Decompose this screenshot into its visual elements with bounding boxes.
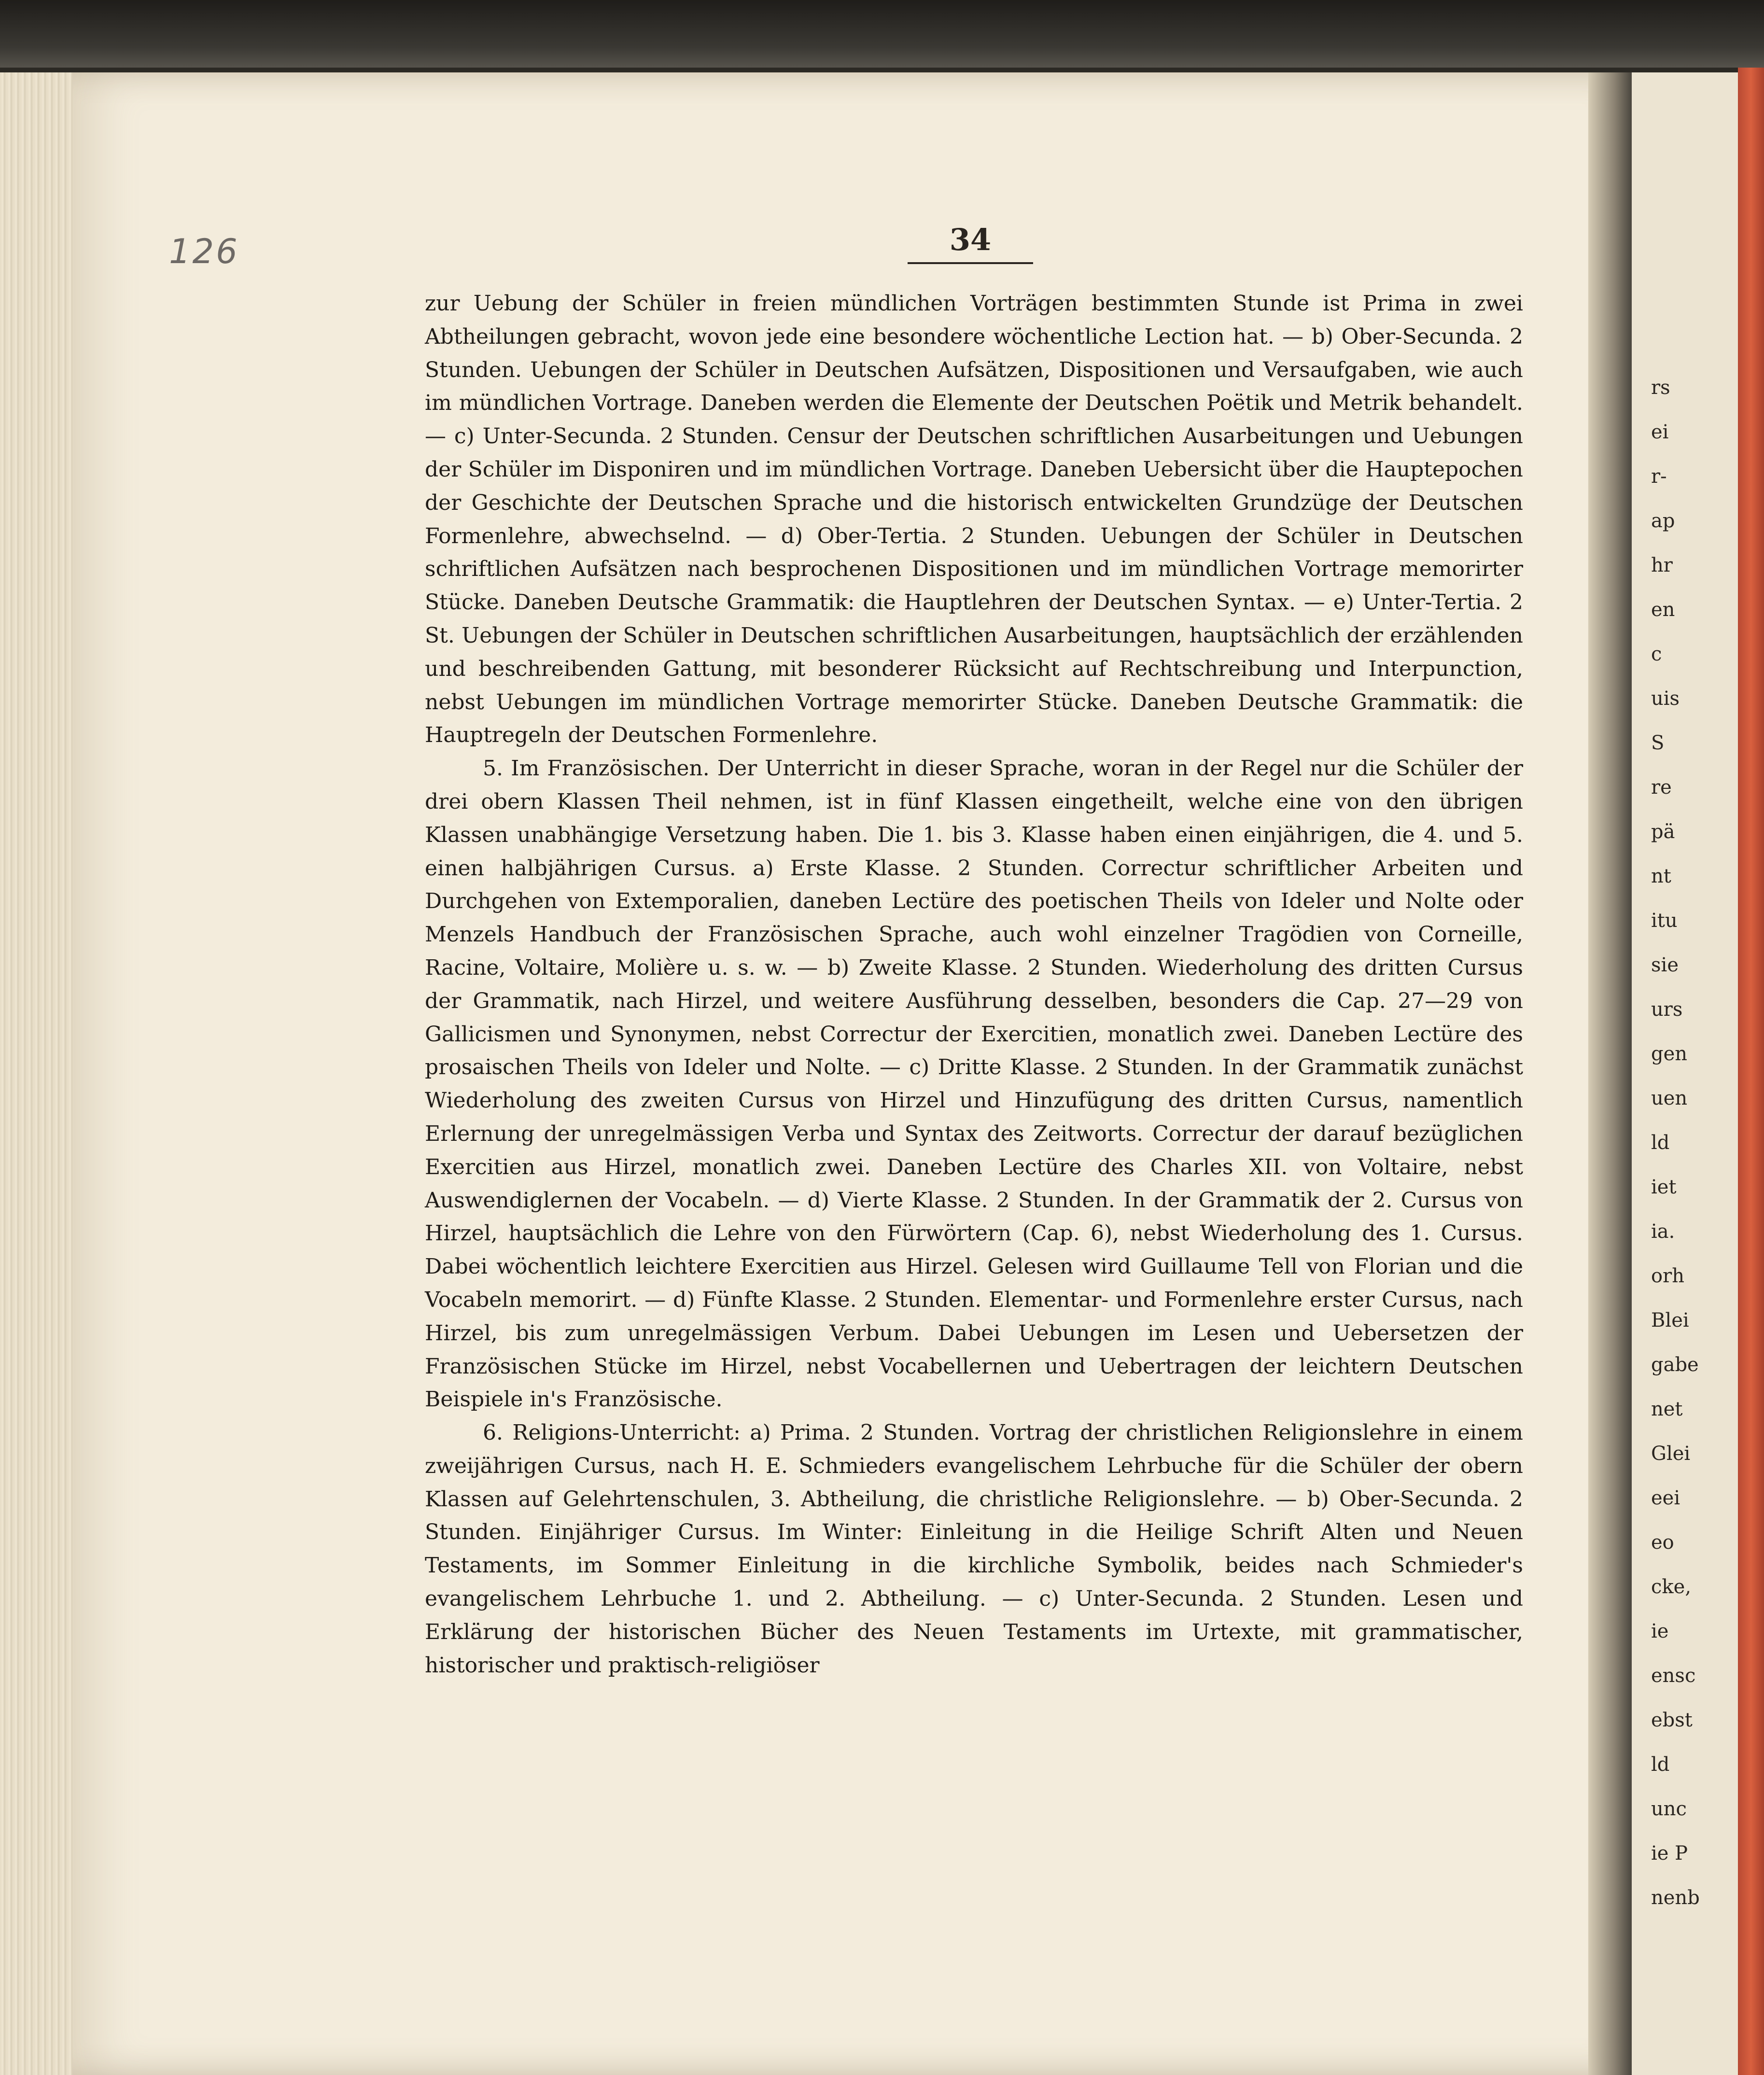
facing-page-fragment: gabe (1651, 1354, 1699, 1376)
red-page-edge (1738, 68, 1764, 2075)
book-gutter (1588, 72, 1632, 2075)
facing-page-fragment: pä (1651, 821, 1675, 843)
facing-page-fragment: uis (1651, 687, 1680, 710)
facing-page-fragment: ld (1651, 1132, 1670, 1154)
facing-page-fragment: nenb (1651, 1887, 1700, 1909)
facing-page-fragment: Glei (1651, 1443, 1691, 1465)
paragraph-french: 5. Im Französischen. Der Unterricht in dieser Sprache, woran in der Regel nur die Schüler der drei obern Klassen Theil nehmen, ist in fünf Klassen eingetheilt, welche eine von den übrigen Klassen unabhängige Versetzung haben. Die 1. bis 3. Klasse haben einen einjährigen, die 4. und 5. einen halbjährigen Cursus. a) Erste Klasse. 2 Stunden. Correctur schriftlicher Arbeiten und Durchgehen von Extemporalien, daneben Lectüre des poetischen Theils von Ideler und Nolte oder Menzels Handbuch der Französischen Sprache, auch wohl einzelner Tragödien von Corneille, Racine, Voltaire, Molière u. s. w. — b) Zweite Klasse. 2 Stunden. Wiederholung des dritten Cursus der Grammatik, nach Hirzel, und weitere Ausführung desselben, besonders die Cap. 27—29 von Gallicismen und Synonymen, nebst Correctur der Exercitien, monatlich zwei. Daneben Lectüre des prosaischen Theils von Ideler und Nolte. — c) Dritte Klasse. 2 Stunden. In der Grammatik zunächst Wiederholung des zweiten Cursus von Hirzel und Hinzufügung des dritten Cursus, namentlich Erlernung der unregelmässigen Verba und Syntax des Zeitworts. Correctur der darauf bezüglichen Exercitien aus Hirzel, monatlich zwei. Daneben Lectüre des Charles XII. von Voltaire, nebst Auswendiglernen der Vocabeln. — d) Vierte Klasse. 2 Stunden. In der Grammatik der 2. Cursus von Hirzel, hauptsächlich die Lehre von den Fürwörtern (Cap. 6), nebst Wiederholung des 1. Cursus. Dabei wöchentlich leichtere Exercitien aus Hirzel. Gelesen wird Guillaume Tell von Florian und die Vocabeln memorirt. — d) Fünfte Klasse. 2 Stunden. Elementar- und Formenlehre erster Cursus, nach Hirzel, bis zum unregelmässigen Verbum. Dabei Uebungen im Lesen und Uebersetzen der Französischen Stücke im Hirzel, nebst Vocabellernen und Uebertragen der leichtern Deutschen Beispiele in's Französische. (425, 756, 1523, 1412)
facing-page-fragment: orh (1651, 1265, 1684, 1287)
facing-page-fragment: ebst (1651, 1709, 1693, 1731)
facing-page-fragment: unc (1651, 1798, 1687, 1820)
page-number: 34 (908, 222, 1033, 264)
facing-page-fragment: hr (1651, 554, 1673, 576)
facing-page-fragment: rs (1651, 377, 1670, 399)
facing-page-fragment: itu (1651, 910, 1678, 932)
facing-page-fragment: urs (1651, 998, 1683, 1021)
facing-page-fragment: S (1651, 732, 1665, 754)
facing-page-fragment: re (1651, 776, 1672, 799)
facing-page-fragment: Blei (1651, 1309, 1689, 1332)
facing-page-fragment: eei (1651, 1487, 1680, 1509)
facing-page-fragment: ie P (1651, 1842, 1688, 1865)
facing-page-fragment: net (1651, 1398, 1683, 1420)
facing-page-fragment: ensc (1651, 1665, 1696, 1687)
facing-page-slice (1632, 72, 1738, 2075)
facing-page-fragment: ie (1651, 1620, 1669, 1642)
facing-page-fragment: c (1651, 643, 1662, 665)
facing-page-fragment: sie (1651, 954, 1679, 976)
facing-page-fragment: gen (1651, 1043, 1688, 1065)
facing-page-fragment: en (1651, 599, 1675, 621)
facing-page-fragment: uen (1651, 1087, 1688, 1109)
paragraph-religion: 6. Religions-Unterricht: a) Prima. 2 Stunden. Vortrag der christlichen Religionslehre in einem zweijährigen Cursus, nach H. E. Schmieders evangelischem Lehrbuche für die Schüler der obern Klassen auf Gelehrtenschulen, 3. Abtheilung, die christliche Religionslehre. — b) Ober-Secunda. 2 Stunden. Einjähriger Cursus. Im Winter: Einleitung in die Heilige Schrift Alten und Neuen Testaments, im Sommer Einleitung in die kirchliche Symbolik, beides nach Schmieder's evangelischem Lehrbuche 1. und 2. Abtheilung. — c) Unter-Secunda. 2 Stunden. Lesen und Erklärung der historischen Bücher des Neuen Testaments im Urtexte, mit grammatischer, historischer und praktisch-religiöser (425, 1420, 1523, 1678)
handwritten-margin-note: 126 (169, 232, 239, 271)
facing-page-fragment: iet (1651, 1176, 1677, 1198)
paragraph-german: zur Uebung der Schüler in freien mündlichen Vorträgen bestimmten Stunde ist Prima in zwei Abtheilungen gebracht, wovon jede eine besondere wöchentliche Lection hat. — b) Ober-Secunda. 2 Stunden. Uebungen der Schüler in Deutschen Aufsätzen, Dispositionen und Versaufgaben, wie auch im mündlichen Vortrage. Daneben werden die Elemente der Deutschen Poëtik und Metrik behandelt. — c) Unter-Secunda. 2 Stunden. Censur der Deutschen schriftlichen Ausarbeitungen und Uebungen der Schüler im Disponiren und im mündlichen Vortrage. Daneben Uebersicht über die Hauptepochen der Geschichte der Deutschen Sprache und die historisch entwickelten Grundzüge der Deutschen Formenlehre, abwechselnd. — d) Ober-Tertia. 2 Stunden. Uebungen der Schüler in Deutschen schriftlichen Aufsätzen nach besprochenen Dispositionen und im mündlichen Vortrage memorirter Stücke. Daneben Deutsche Grammatik: die Hauptlehren der Deutschen Syntax. — e) Unter-Tertia. 2 St. Uebungen der Schüler in Deutschen schriftlichen Ausarbeitungen, hauptsächlich der erzählenden und beschreibenden Gattung, mit besonderer Rücksicht auf Rechtschreibung und Interpunction, nebst Uebungen im mündlichen Vortrage memorirter Stücke. Daneben Deutsche Grammatik: die Hauptregeln der Deutschen Formenlehre. (425, 291, 1523, 748)
facing-page-fragment: r- (1651, 465, 1667, 488)
facing-page-fragment: eo (1651, 1531, 1674, 1554)
facing-page-fragment: cke, (1651, 1576, 1692, 1598)
body-text (425, 287, 1523, 1682)
facing-page-fragment: ia. (1651, 1220, 1675, 1243)
facing-page-fragment: ei (1651, 421, 1669, 443)
facing-page-fragment: ap (1651, 510, 1675, 532)
scan-background (0, 0, 1764, 68)
facing-page-fragment: ld (1651, 1753, 1670, 1776)
facing-page-fragment: nt (1651, 865, 1671, 887)
